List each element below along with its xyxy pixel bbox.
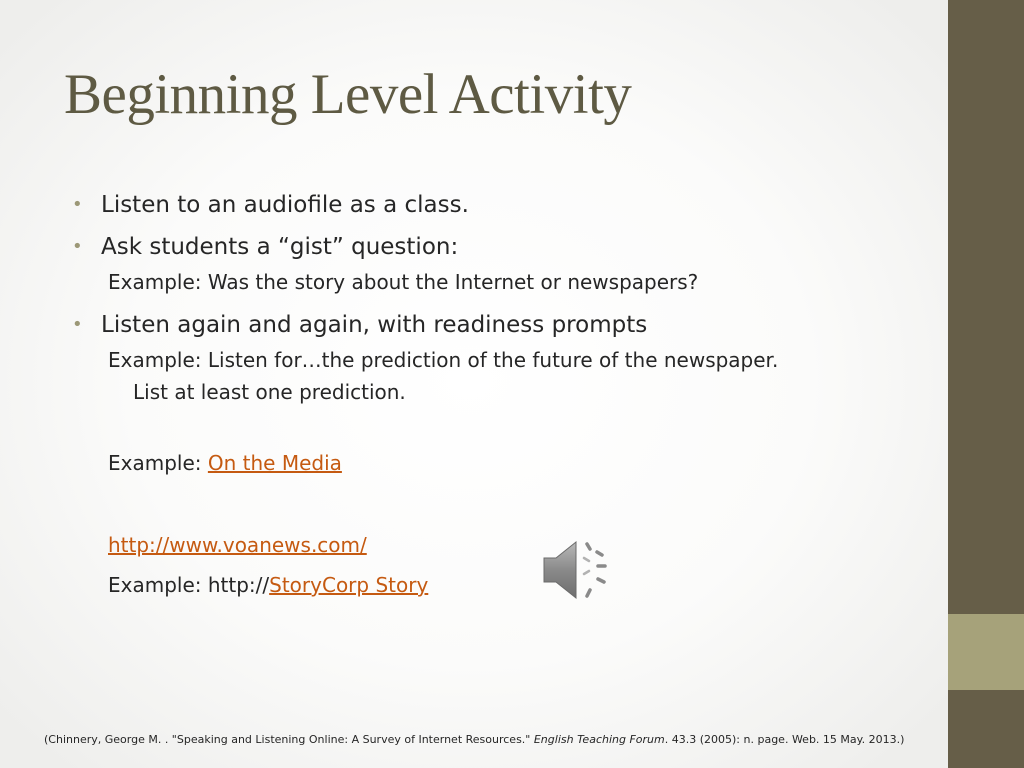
bullet-text: Listen to an audiofile as a class. — [101, 192, 469, 218]
bullet-dot: • — [72, 236, 83, 257]
bullet-item — [72, 186, 932, 224]
example-media-line — [72, 447, 932, 479]
spacer — [72, 408, 932, 427]
spacer — [72, 479, 932, 497]
example-media-prefix: Example: — [108, 451, 208, 475]
sub-text-line-1: Example: Listen for…the prediction of the future of the newspaper. — [108, 348, 779, 372]
slide-body — [72, 186, 932, 601]
citation-footer — [44, 733, 904, 746]
bullet-item — [72, 306, 932, 344]
slide-title: Beginning Level Activity — [64, 63, 632, 126]
on-the-media-link[interactable]: On the Media — [207, 451, 342, 475]
bullet-dot: • — [72, 194, 83, 215]
speaker-audio-icon[interactable] — [540, 536, 612, 604]
sidebar-accent-block — [948, 614, 1024, 690]
example-storycorp-line — [72, 569, 932, 601]
sub-text-line-2: List at least one prediction. — [133, 380, 406, 404]
bullet-dot: • — [72, 314, 83, 335]
bullet-text: Listen again and again, with readiness prompts — [101, 312, 648, 338]
citation-journal: English Teaching Forum — [533, 733, 665, 746]
bullet-text: Ask students a “gist” question: — [101, 234, 459, 260]
sub-item — [72, 344, 932, 408]
sub-item: Example: Was the story about the Internet or newspapers? — [108, 270, 699, 294]
bullet-item — [72, 228, 932, 266]
citation-text: (Chinnery, George M. . "Speaking and Listening Online: A Survey of Internet Resources." — [44, 733, 534, 746]
storycorp-story-link[interactable]: StoryCorp Story — [269, 573, 429, 597]
example-storycorp-prefix: Example: http:// — [108, 573, 270, 597]
voanews-link[interactable]: http://www.voanews.com/ — [108, 533, 367, 557]
citation-text: . 43.3 (2005): n. page. Web. 15 May. 2013.) — [664, 733, 905, 746]
voa-line — [72, 529, 932, 561]
